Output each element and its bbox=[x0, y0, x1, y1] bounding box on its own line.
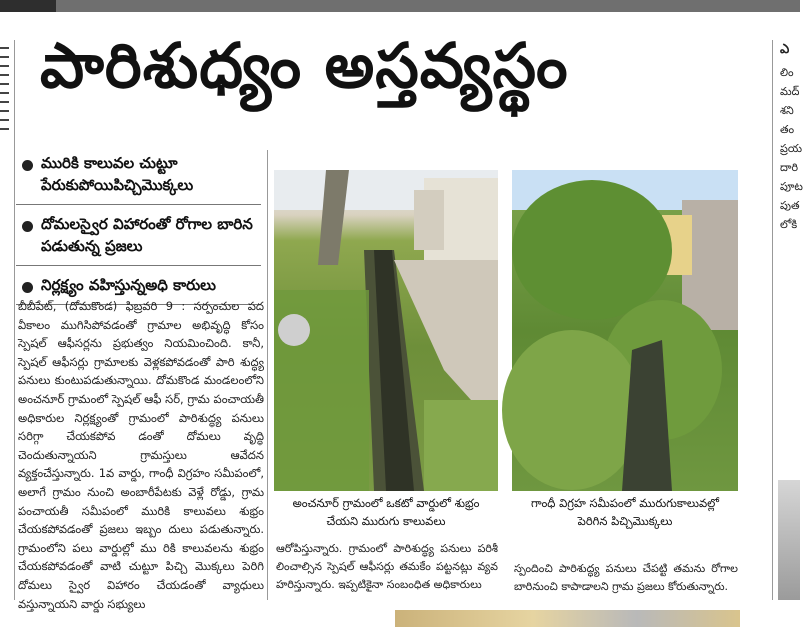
adjacent-article-line: పూట bbox=[780, 180, 803, 193]
bullet-dot-icon bbox=[22, 160, 33, 171]
adjacent-article-line: పుత bbox=[780, 199, 800, 212]
drain-photo-gandhi-statue bbox=[512, 170, 738, 491]
left-column-rule bbox=[14, 40, 15, 600]
adjacent-article-line: లోకి bbox=[780, 218, 798, 231]
masthead-bar bbox=[0, 0, 800, 12]
adjacent-article-line: మద్ bbox=[780, 85, 800, 98]
adjacent-article-heading: ఎ bbox=[780, 42, 790, 57]
bullet-divider bbox=[16, 265, 261, 266]
middle-column-rule bbox=[267, 150, 268, 600]
weeds-photo-illustration bbox=[512, 170, 738, 491]
masthead-bar-dark-segment bbox=[0, 0, 56, 12]
bullet-dot-icon bbox=[22, 221, 33, 232]
bullet-dot-icon bbox=[22, 282, 33, 293]
adjacent-article-line: తం bbox=[780, 123, 795, 136]
bullet-divider bbox=[16, 204, 261, 205]
article-body-right: స్పందించి పారిశుద్ధ్య పనులు చేపట్టి తమను రోగాల బారినుంచి కాపాడాలని గ్రామ ప్రజలు కోరుతున్నారు. bbox=[514, 562, 738, 593]
adjacent-photo-fragment bbox=[778, 480, 800, 600]
drain-photo-anchanur bbox=[274, 170, 498, 491]
photo-caption-left: అంచనూర్ గ్రామంలో ఒకటో వార్డులో శుభ్రం చేయని మురుగు కాలువలు bbox=[292, 496, 480, 528]
adjacent-article-line: లిం bbox=[780, 66, 794, 79]
bullet-text: నిర్లక్ష్యం వహిస్తున్నఅధి కారులు bbox=[41, 276, 216, 294]
drain-photo-illustration bbox=[274, 170, 498, 491]
bullet-text: దోమలస్వైర విహారంతో రోగాల బారిన పడుతున్న ప్రజలు bbox=[41, 215, 253, 255]
adjacent-article-line: శని bbox=[780, 104, 794, 117]
headline: పారిశుధ్యం అస్తవ్యస్థం bbox=[40, 29, 569, 102]
left-edge-column-fragment bbox=[0, 40, 12, 600]
article-body-middle: ఆరోపిస్తున్నారు. గ్రామంలో పారిశుద్ధ్య పనులు పరిశీ లించాల్సిన స్పెషల్ ఆఫీసర్లు తమకేం పట్టనట్లు వ్యవ హరిస్తున్నారు. ఇప్పటికైనా సంబంధిత అధికారులు bbox=[276, 542, 498, 591]
right-column-rule bbox=[772, 40, 773, 600]
bullet-text: మురికి కాలువల చుట్టూ పేరుకుపోయిపిచ్చిమొక్కలు bbox=[41, 154, 194, 194]
photo-caption-right: గాంధీ విగ్రహ సమీపంలో మురుగుకాలువల్లో పెరిగిన పిచ్చిమొక్కలు bbox=[531, 496, 719, 528]
bullet-list bbox=[16, 152, 261, 313]
adjacent-article-line: ప్రయ bbox=[780, 142, 802, 155]
bullet-item bbox=[16, 274, 261, 296]
adjacent-article-line: దారి bbox=[780, 161, 798, 174]
bottom-photo-strip bbox=[395, 610, 740, 627]
article-body-left: బీబీపేట్, (దోమకొండ) ఫిబ్రవరి 9 : సర్పంచుల పద వీకాలం ముగిసిపోవడంతో గ్రామాల అభివృద్ధి కోసం స్పెషల్ ఆఫీసర్లను ప్రభుత్వం నియమించింది. కానీ, స్పెషల్ ఆఫీసర్లు గ్రామాలకు వెళ్లకపోవడంతో పారి శుద్ధ్య పనులు కుంటుపడుతున్నాయి. దోమకొండ మండలంలోని అంచనూర్ గ్రామంలో స్పెషల్ ఆఫీ సర్, గ్రామ పంచాయతీ అధికారుల నిర్లక్ష్యంతో గ్రామంలో పారిశుద్ధ్య పనులు సరిగ్గా చేయకపోవ డంతో దోమలు వృద్ధి చెందుతున్నాయని గ్రామస్తులు ఆవేదన వ్యక్తంచేస్తున్నారు. 1వ వార్డు, గాంధీ విగ్రహం సమీపంలో, అలాగే గ్రామం నుంచి అంబారీపేటకు వెళ్లే రోడ్డు, గ్రామ పంచాయతీ సమీపంలో మురికి కాలువలు శుభ్రం చేయకపోవడంతో ప్రజలు ఇబ్బం దులు పడుతున్నారు. గ్రామంలోని పలు వార్డుల్లో ము రికి కాలువలను శుభ్రం చేయకపోవడంతో వాటి చుట్టూ పిచ్చి మొక్కలు పెరిగి దోమలు స్వైర విహారం చేయడంతో వ్యాధులు వస్తున్నాయని వార్డు సభ్యులు bbox=[18, 299, 264, 611]
bullet-item bbox=[16, 152, 261, 196]
bullet-item bbox=[16, 213, 261, 257]
